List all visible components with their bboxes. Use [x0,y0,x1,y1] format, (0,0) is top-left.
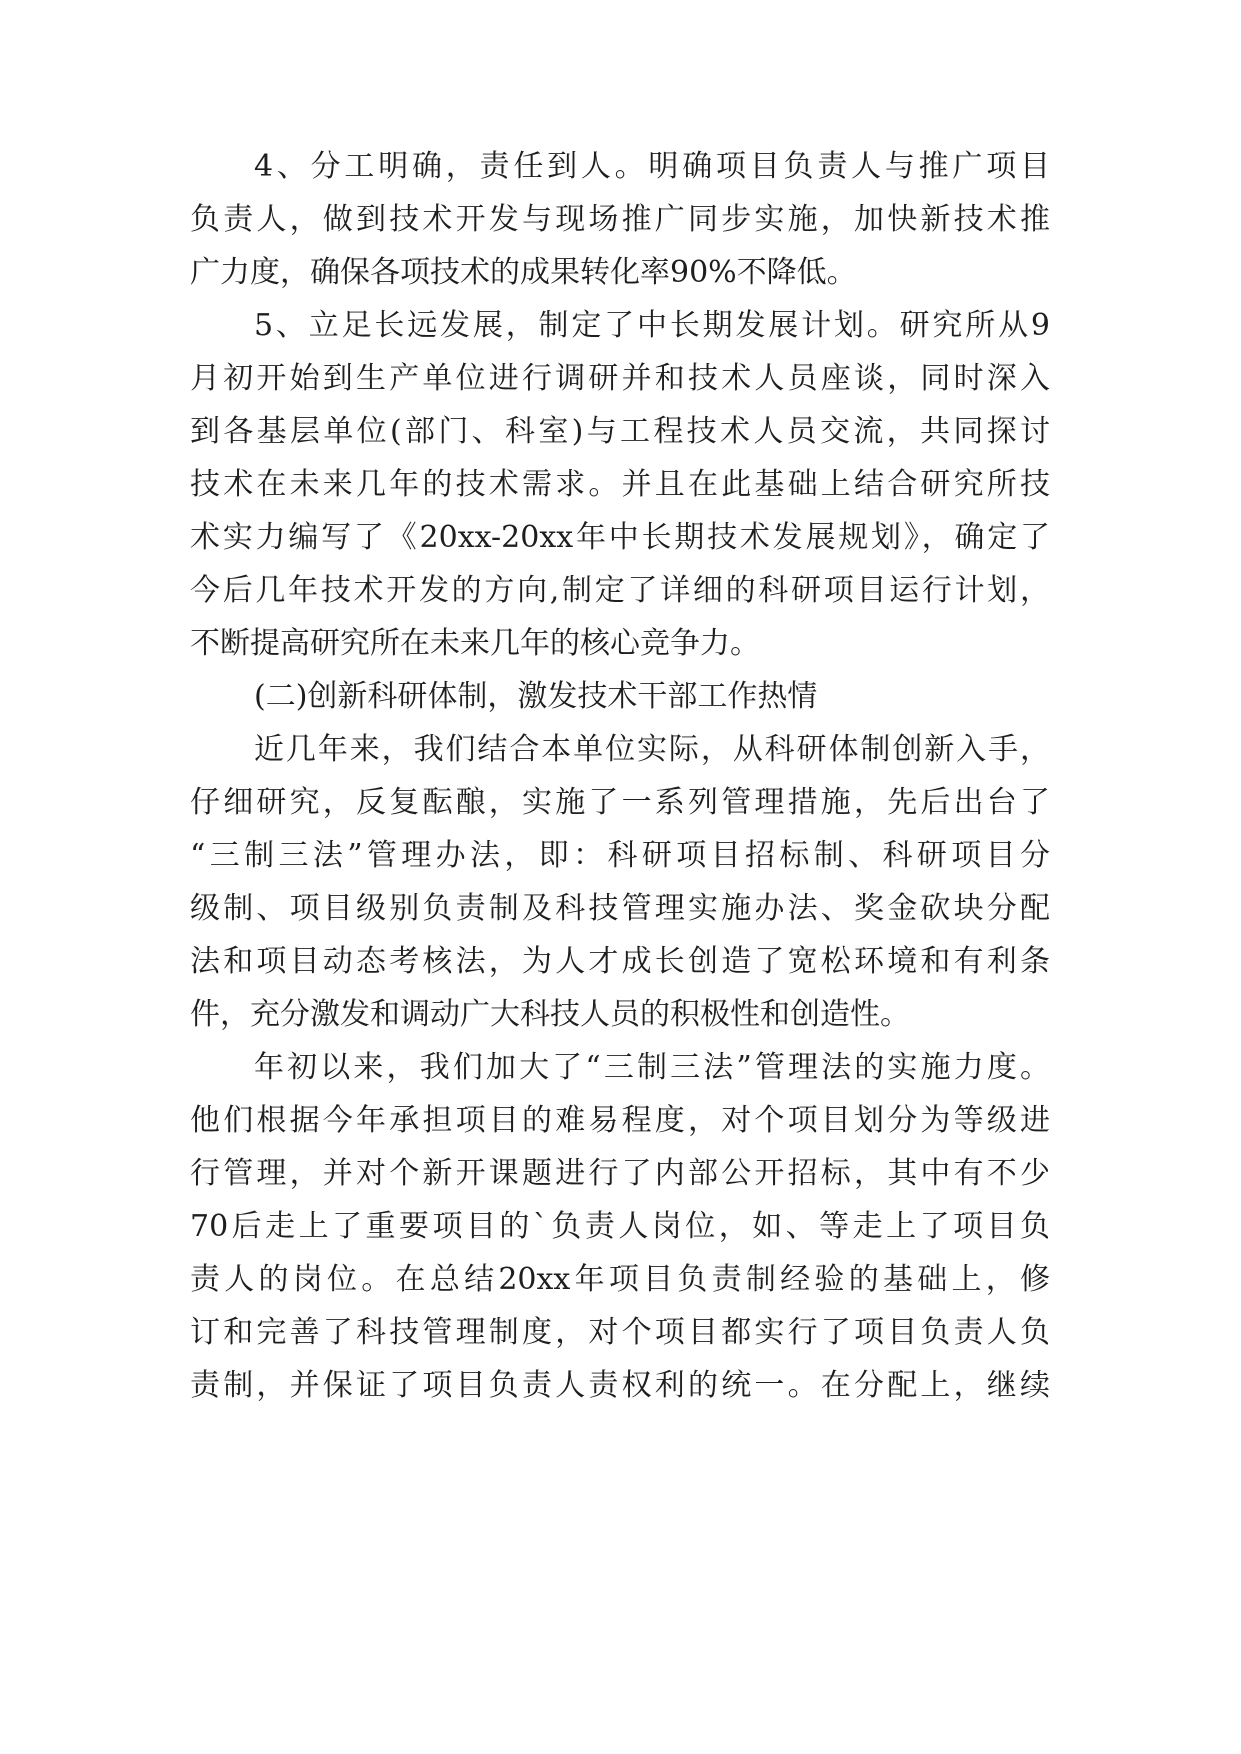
paragraph-6-line-2: 仔细研究，反复酝酿，实施了一系列管理措施，先后出台了 [190,785,1050,820]
paragraph-4-line-3: 广力度，确保各项技术的成果转化率90%不降低。 [190,255,857,290]
paragraph-5-line-6: 今后几年技术开发的方向,制定了详细的科研项目运行计划， [190,573,1050,608]
paragraph-6-line-3: “三制三法”管理办法，即：科研项目招标制、科研项目分 [190,838,1050,873]
paragraph-6-line-6: 件，充分激发和调动广大科技人员的积极性和创造性。 [190,997,910,1032]
paragraph-4-line-1: 4、分工明确，责任到人。明确项目负责人与推广项目 [254,149,1050,184]
paragraph-7-line-7: 责制，并保证了项目负责人责权利的统一。在分配上，继续 [190,1368,1050,1403]
paragraph-4-line-2: 负责人，做到技术开发与现场推广同步实施，加快新技术推 [190,202,1050,237]
paragraph-5-line-3: 到各基层单位(部门、科室)与工程技术人员交流，共同探讨 [190,414,1050,449]
paragraph-6-line-1: 近几年来，我们结合本单位实际，从科研体制创新入手， [254,732,1050,767]
paragraph-7-line-6: 订和完善了科技管理制度，对个项目都实行了项目负责人负 [190,1315,1050,1350]
paragraph-6-line-5: 法和项目动态考核法，为人才成长创造了宽松环境和有利条 [190,944,1050,979]
paragraph-5-line-2: 月初开始到生产单位进行调研并和技术人员座谈，同时深入 [190,361,1050,396]
paragraph-7-line-5: 责人的岗位。在总结20xx年项目负责制经验的基础上，修 [190,1262,1050,1297]
paragraph-7-line-1: 年初以来，我们加大了“三制三法”管理法的实施力度。 [254,1050,1050,1085]
paragraph-5-line-5: 术实力编写了《20xx-20xx年中长期技术发展规划》，确定了 [190,520,1050,555]
paragraph-5-line-4: 技术在未来几年的技术需求。并且在此基础上结合研究所技 [190,467,1050,502]
paragraph-5-line-7: 不断提高研究所在未来几年的核心竞争力。 [190,626,760,661]
section-heading: (二)创新科研体制，激发技术干部工作热情 [254,679,818,714]
paragraph-5-line-1: 5、立足长远发展，制定了中长期发展计划。研究所从9 [254,308,1050,343]
paragraph-7-line-2: 他们根据今年承担项目的难易程度，对个项目划分为等级进 [190,1103,1050,1138]
paragraph-7-line-4: 70后走上了重要项目的`负责人岗位，如、等走上了项目负 [190,1209,1050,1244]
paragraph-7-line-3: 行管理，并对个新开课题进行了内部公开招标，其中有不少 [190,1156,1050,1191]
paragraph-6-line-4: 级制、项目级别负责制及科技管理实施办法、奖金砍块分配 [190,891,1050,926]
